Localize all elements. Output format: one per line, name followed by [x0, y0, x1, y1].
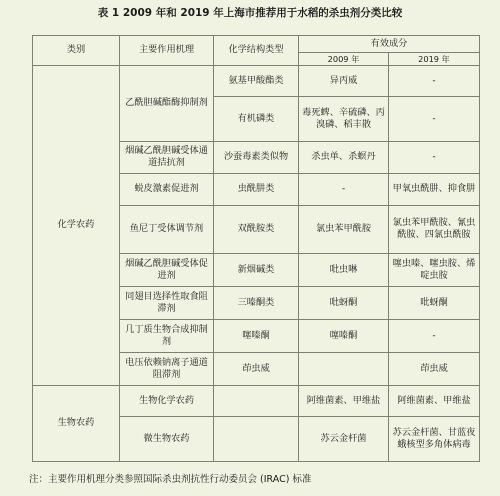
ingredient-2009-cell — [299, 352, 389, 385]
mechanism-cell: 同翅目选择性取食阻滞剂 — [120, 287, 214, 320]
ingredient-2019-cell: - — [389, 141, 480, 173]
ingredient-2009-cell: 氯虫苯甲酰胺 — [299, 205, 389, 254]
ingredient-2009-cell: 吡虫啉 — [299, 254, 389, 287]
structure-cell: 虫酰肼类 — [214, 173, 299, 205]
ingredient-2019-cell: - — [389, 65, 480, 97]
structure-cell: 噻嗪酮 — [214, 319, 299, 352]
ingredient-2009-cell: 毒死蜱、辛硫磷、丙溴磷、稻丰散 — [299, 97, 389, 142]
header-row — [33, 36, 480, 53]
mechanism-cell: 乙酰胆碱酯酶抑制剂 — [120, 65, 214, 141]
mechanism-cell: 蜕皮激素促进剂 — [120, 173, 214, 205]
ingredient-2009-cell: 吡蚜酮 — [299, 287, 389, 320]
structure-cell: 沙蚕毒素类似物 — [214, 141, 299, 173]
ingredient-2009-cell: 苏云金杆菌 — [299, 417, 389, 462]
table-row — [33, 65, 480, 97]
structure-cell — [214, 385, 299, 417]
header-mechanism: 主要作用机理 — [120, 36, 214, 66]
ingredient-2019-cell: 苏云金杆菌、甘蓝夜蛾核型多角体病毒 — [389, 417, 480, 462]
category-biological: 生物农药 — [33, 385, 120, 461]
table-caption: 表 1 2009 年和 2019 年上海市推荐用于水稻的杀虫剂分类比较 — [97, 7, 403, 19]
mechanism-cell: 烟碱乙酰胆碱受体促进剂 — [120, 254, 214, 287]
mechanism-cell: 鱼尼丁受体调节剂 — [120, 205, 214, 254]
ingredient-2019-cell: 茚虫威 — [389, 352, 480, 385]
structure-cell: 茚虫威 — [214, 352, 299, 385]
ingredient-2009-cell: - — [299, 173, 389, 205]
category-chemical: 化学农药 — [33, 65, 120, 385]
insecticide-comparison-table — [32, 35, 480, 462]
header-year-2019: 2019 年 — [389, 52, 480, 65]
table-row — [33, 385, 480, 417]
structure-cell — [214, 417, 299, 462]
ingredient-2019-cell: 吡蚜酮 — [389, 287, 480, 320]
structure-cell: 三嗪酮类 — [214, 287, 299, 320]
mechanism-cell: 微生物农药 — [120, 417, 214, 462]
structure-cell: 新烟碱类 — [214, 254, 299, 287]
ingredient-2009-cell: 杀虫单、杀螟丹 — [299, 141, 389, 173]
structure-cell: 有机磷类 — [214, 97, 299, 142]
structure-cell: 氨基甲酸酯类 — [214, 65, 299, 97]
header-ingredients: 有效成分 — [299, 36, 480, 53]
structure-cell: 双酰胺类 — [214, 205, 299, 254]
mechanism-cell: 电压依赖钠离子通道阻滞剂 — [120, 352, 214, 385]
mechanism-cell: 生物化学农药 — [120, 385, 214, 417]
ingredient-2019-cell: 阿维菌素、甲维盐 — [389, 385, 480, 417]
table-footnote: 注：主要作用机理分类参照国际杀虫剂抗性行动委员会 (IRAC) 标准 — [29, 474, 312, 485]
ingredient-2009-cell: 噻嗪酮 — [299, 319, 389, 352]
ingredient-2019-cell: 甲氧虫酰肼、抑食肼 — [389, 173, 480, 205]
ingredient-2019-cell: 噻虫嗪、噻虫胺、烯啶虫胺 — [389, 254, 480, 287]
ingredient-2019-cell: - — [389, 97, 480, 142]
ingredient-2009-cell: 阿维菌素、甲维盐 — [299, 385, 389, 417]
ingredient-2019-cell: 氯虫苯甲酰胺、氰虫酰胺、四氯虫酰胺 — [389, 205, 480, 254]
ingredient-2019-cell: - — [389, 319, 480, 352]
header-structure: 化学结构类型 — [214, 36, 299, 66]
mechanism-cell: 几丁质生物合成抑制剂 — [120, 319, 214, 352]
mechanism-cell: 烟碱乙酰胆碱受体通道拮抗剂 — [120, 141, 214, 173]
header-year-2009: 2009 年 — [299, 52, 389, 65]
ingredient-2009-cell: 异丙威 — [299, 65, 389, 97]
header-category: 类别 — [33, 36, 120, 66]
